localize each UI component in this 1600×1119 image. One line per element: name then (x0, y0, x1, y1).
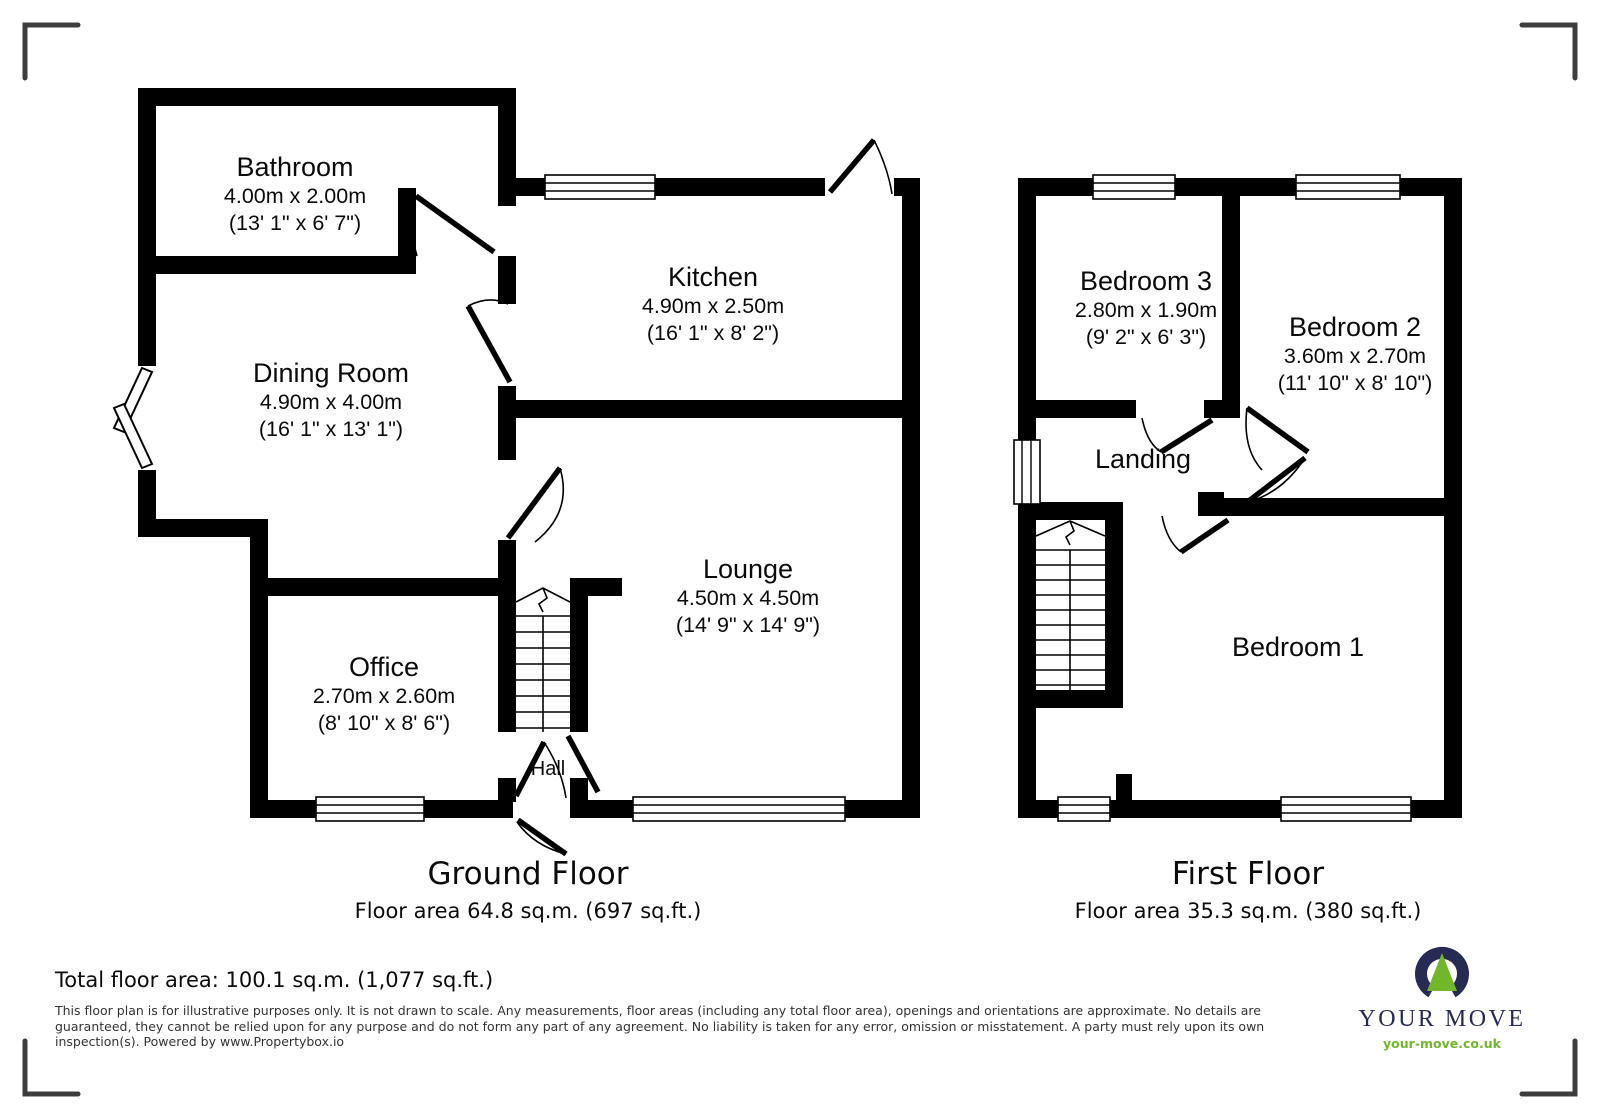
lounge-window (633, 797, 845, 821)
landing-window (1014, 440, 1040, 504)
ground-floor-doors (413, 140, 892, 854)
room-label-bedroom-2 (1278, 312, 1433, 397)
floor-name: Ground Floor (427, 856, 629, 892)
bedroom1-window (1281, 797, 1411, 821)
room-dims-imperial: (8' 10" x 8' 6") (317, 711, 451, 735)
bedroom1-window-small (1058, 797, 1110, 821)
first-floor-title (1075, 856, 1422, 924)
room-label-landing (1095, 444, 1191, 475)
room-label-bedroom-1 (1232, 632, 1364, 663)
room-dims-metric: 4.00m x 2.00m (223, 184, 367, 208)
corner-mark-top-left (25, 25, 78, 78)
room-name: Office (348, 652, 420, 682)
room-label-office (313, 652, 455, 737)
room-label-dining-room (253, 358, 409, 443)
room-label-hall (531, 758, 565, 780)
room-name: Bedroom 3 (1079, 266, 1213, 296)
kitchen-window (545, 175, 655, 199)
room-dims-metric: 3.60m x 2.70m (1283, 344, 1427, 368)
your-move-website: your-move.co.uk (1383, 1036, 1501, 1051)
room-name: Landing (1094, 444, 1192, 474)
room-name: Dining Room (252, 358, 410, 388)
office-window (316, 797, 424, 821)
ground-floor-title (355, 856, 702, 924)
room-label-lounge (676, 554, 820, 639)
bedroom1-door-lower (1162, 516, 1228, 552)
room-dims-imperial: (16' 1" x 8' 2") (646, 321, 780, 345)
room-dims-metric: 4.50m x 4.50m (676, 586, 820, 610)
room-label-kitchen (642, 262, 784, 347)
room-dims-imperial: (9' 2" x 6' 3") (1085, 325, 1207, 349)
first-floor-doors (1142, 408, 1308, 552)
floor-area: Floor area 35.3 sq.m. (380 sq.ft.) (1074, 899, 1422, 923)
room-label-bathroom (224, 152, 366, 237)
corner-mark-bottom-right (1522, 1041, 1575, 1094)
corner-mark-top-right (1522, 25, 1575, 78)
bedroom3-window (1093, 175, 1175, 199)
first-floor-stairs (1036, 521, 1105, 690)
floor-name: First Floor (1171, 856, 1325, 892)
room-label-bedroom-3 (1075, 266, 1217, 351)
disclaimer-text: This floor plan is for illustrative purposes only. It is not drawn to scale. Any measurements, floor areas (including any total floor area), openings and orientations are approximate. No details are guaranteed, they cannot be relied upon for any purpose and do not form any part of any agreement. No liability is taken for any error, omission or misstatement. A party must rely upon its own inspection(s). Powered by www.Propertybox.io (55, 1003, 1265, 1049)
bathroom-door (413, 196, 494, 256)
room-name: Bedroom 2 (1288, 312, 1422, 342)
kitchen-door (468, 300, 510, 382)
room-dims-imperial: (13' 1" x 6' 7") (228, 211, 362, 235)
bedroom2-window (1296, 175, 1400, 199)
room-name: Hall (530, 758, 566, 780)
kitchen-back-door (830, 140, 892, 194)
your-move-logo-icon (1421, 953, 1463, 992)
room-dims-metric: 2.80m x 1.90m (1074, 298, 1218, 322)
dining-lounge-door (508, 468, 563, 542)
room-dims-metric: 4.90m x 4.00m (259, 390, 403, 414)
room-dims-imperial: (14' 9" x 14' 9") (675, 613, 821, 637)
room-dims-imperial: (11' 10" x 8' 10") (1277, 371, 1433, 395)
your-move-brand-name: YOUR MOVE (1358, 1006, 1526, 1032)
dining-bay-doors (114, 368, 152, 468)
room-dims-imperial: (16' 1" x 13' 1") (258, 417, 404, 441)
room-name: Bathroom (236, 152, 354, 182)
ground-floor-stairs (516, 588, 570, 732)
room-name: Kitchen (667, 262, 759, 292)
room-dims-metric: 2.70m x 2.60m (312, 684, 456, 708)
room-dims-metric: 4.90m x 2.50m (641, 294, 785, 318)
floor-area: Floor area 64.8 sq.m. (697 sq.ft.) (354, 899, 702, 923)
room-name: Lounge (702, 554, 794, 584)
total-floor-area: Total floor area: 100.1 sq.m. (1,077 sq.ft.) (55, 968, 494, 992)
room-name: Bedroom 1 (1231, 632, 1365, 662)
